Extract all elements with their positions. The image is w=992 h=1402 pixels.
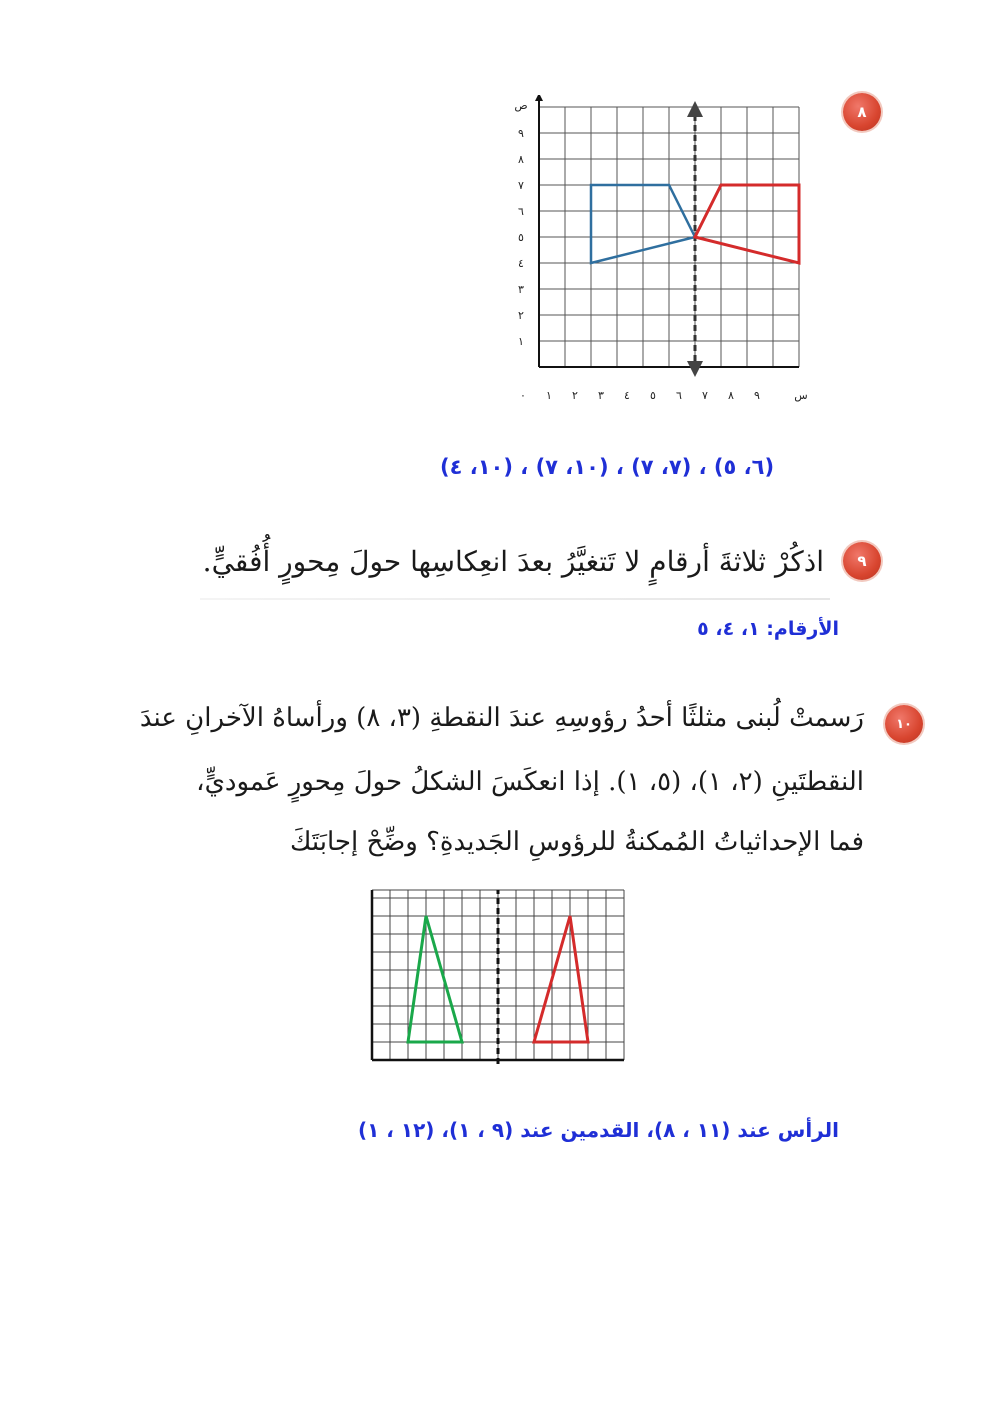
grid-lines [539,107,799,367]
question-number-badge: ١٠ [885,705,923,743]
q8-answer: (٦، ٥) ، (٧، ٧) ، (١٠، ٧) ، (١٠، ٤) [440,455,775,479]
x-tick-label: ٦ [676,389,682,402]
x-tick-label: ٨ [728,389,734,402]
x-tick-label: ٥ [650,389,656,402]
x-tick-label: ٤ [624,389,630,402]
x-tick-label: ٣ [598,389,604,402]
x-tick-label: ١ [546,389,552,402]
divider [200,598,830,600]
question-number-badge: ٩ [843,542,881,580]
axes [535,95,799,367]
y-tick-label: ٣ [518,283,524,296]
x-tick-label: ٩ [754,389,760,402]
y-tick-label: ٥ [518,231,524,244]
q10-question-line-2: النقطتَينِ (٢، ١)، (٥، ١). إذا انعكَسَ الشكلُ حولَ مِحورٍ عَموديٍّ، [196,767,864,797]
mirror-arrow-down [687,361,703,377]
tick-labels [514,99,807,402]
coordinate-grid-q8 [505,95,825,410]
y-tick-label: ٧ [518,179,524,192]
mirror-arrow-up [687,101,703,117]
question-number-badge: ٨ [843,93,881,131]
q10-question-line-1: رَسمتْ لُبنى مثلثًا أحدُ رؤوسِهِ عندَ النقطةِ (٣، ٨) ورأساهُ الآخرانِ عندَ [139,703,864,733]
coordinate-grid-q10 [365,883,630,1068]
y-tick-label: ٤ [518,257,524,270]
y-tick-label: ١ [518,335,524,348]
y-tick-label: ٩ [518,127,524,140]
y-tick-label: ٦ [518,205,524,218]
y-axis-label: ص [514,99,528,112]
q9-question-text: اذكُرْ ثلاثةَ أرقامٍ لا تَتغيَّرُ بعدَ انعِكاسِها حولَ مِحورٍ أُفُقيٍّ. [202,545,824,578]
y-tick-label: ٢ [518,309,524,322]
x-tick-label: ٢ [572,389,578,402]
x-tick-label: ٠ [520,389,526,402]
x-axis-label: س [794,389,808,402]
q10-question-line-3: فما الإحداثياتُ المُمكنةُ للرؤوسِ الجَديدةِ؟ وضِّحْ إجابَتَكَ [289,827,864,857]
y-axis-arrow [535,95,543,101]
original-triangle [408,916,462,1042]
x-tick-label: ٧ [702,389,708,402]
q10-answer: الرأس عند (١١ ، ٨)، القدمين عند (٩ ، ١)، (١٢ ، ١) [357,1118,839,1142]
y-tick-label: ٨ [518,153,524,166]
reflected-triangle [534,916,588,1042]
q9-answer: الأرقام: ١، ٤، ٥ [697,618,839,640]
